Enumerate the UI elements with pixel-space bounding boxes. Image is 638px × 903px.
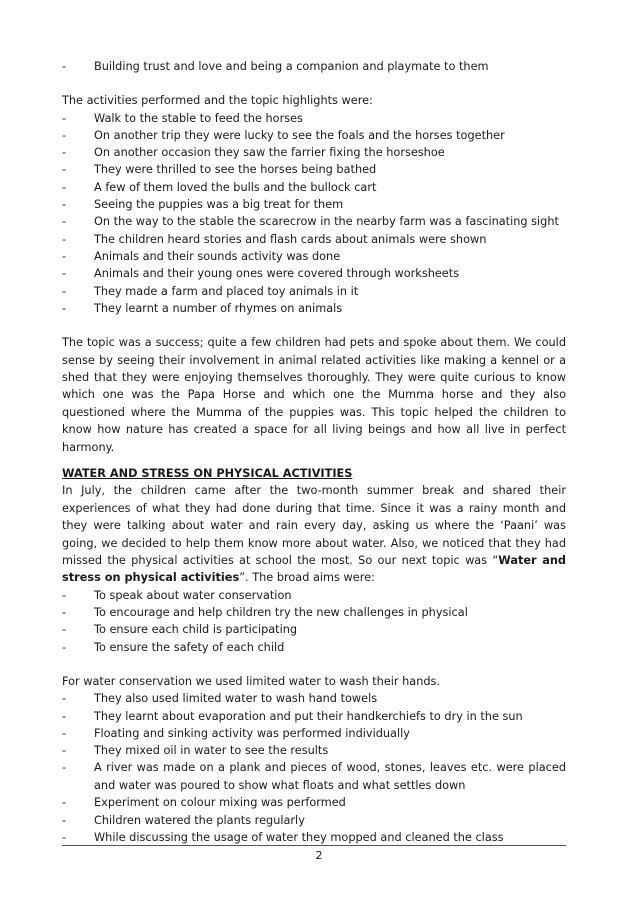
list-item: - They learnt a number of rhymes on animals: [62, 301, 343, 315]
topic-name: Water and stress on physical activities: [62, 553, 566, 585]
list-item: - To ensure the safety of each child: [62, 640, 285, 654]
list-item: - They also used limited water to wash hand towels: [62, 692, 378, 706]
list-item: - On the way to the stable the scarecrow in the nearby farm was a fascinating sight: [62, 215, 559, 229]
page-number: 2: [315, 849, 323, 862]
list-item: - They were thrilled to see the horses being bathed: [62, 163, 377, 177]
list-item: - To ensure each child is participating: [62, 623, 298, 637]
conservation-list: [62, 690, 566, 846]
list-item: - A river was made on a plank and pieces of wood, stones, leaves etc. were placed and water was poured to show what floats and what settles down: [62, 761, 566, 792]
list-item: - Seeing the puppies was a big treat for them: [62, 198, 344, 212]
list-item: - They mixed oil in water to see the results: [62, 744, 329, 758]
conservation-intro: For water conservation we used limited water to wash their hands.: [62, 674, 441, 688]
list-item: - Experiment on colour mixing was performed: [62, 796, 346, 810]
water-paragraph: In July, the children came after the two-month summer break and shared their experiences of what they had done during that time. Since it was a rainy month and they were talking about water and rain every day, asking us where the ‘Paani’ was going, we decided to help them know more about water. Also, we noticed that they had missed the physical activities at school the most. So our next topic was “Water and stress on physical activities”. The broad aims were:: [62, 484, 566, 585]
list-item: - Floating and sinking activity was performed individually: [62, 726, 410, 740]
list-item: - The children heard stories and flash cards about animals were shown: [62, 232, 487, 246]
activities-list: [62, 110, 566, 318]
list-item: - Walk to the stable to feed the horses: [62, 111, 303, 125]
page-content: [62, 58, 566, 846]
list-item: - Animals and their young ones were covered through worksheets: [62, 267, 460, 281]
list-item: - They made a farm and placed toy animals in it: [62, 284, 359, 298]
list-item: - They learnt about evaporation and put their handkerchiefs to dry in the sun: [62, 709, 523, 723]
list-item: - A few of them loved the bulls and the bullock cart: [62, 180, 377, 194]
summary-paragraph: The topic was a success; quite a few children had pets and spoke about them. We could sense by seeing their involvement in animal related activities like making a kennel or a shed that they were enjoying themselves thoroughly. They were quite curious to know which one was the Papa Horse and which one the Mumma horse and they also questioned where the Mumma of the puppies was. This topic helped the children to know how nature has created a space for all living beings and how all live in perfect harmony.: [62, 336, 566, 454]
list-item: - On another trip they were lucky to see the foals and the horses together: [62, 128, 505, 142]
list-item: - While discussing the usage of water they mopped and cleaned the class: [62, 830, 504, 844]
aims-list: [62, 587, 566, 656]
list-item: - Animals and their sounds activity was done: [62, 249, 341, 263]
list-item: - On another occasion they saw the farrier fixing the horseshoe: [62, 146, 445, 160]
activities-heading: The activities performed and the topic highlights were:: [62, 94, 373, 108]
intro-bullet: - Building trust and love and being a companion and playmate to them: [62, 58, 566, 75]
intro-bullet-text: Building trust and love and being a companion and playmate to them: [94, 60, 489, 73]
section-title: WATER AND STRESS ON PHYSICAL ACTIVITIES: [62, 467, 353, 480]
footer-divider: [62, 845, 566, 846]
list-item: - To speak about water conservation: [62, 588, 292, 602]
list-item: - To encourage and help children try the new challenges in physical: [62, 606, 468, 620]
list-item: - Children watered the plants regularly: [62, 813, 305, 827]
